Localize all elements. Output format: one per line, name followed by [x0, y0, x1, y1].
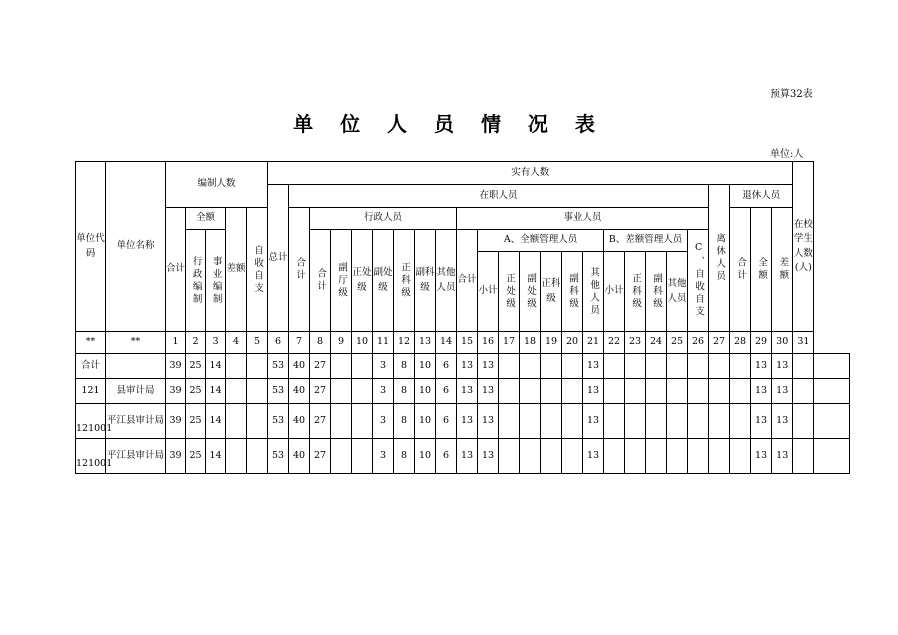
index-cell: 25 — [667, 332, 688, 354]
index-cell: 11 — [373, 332, 394, 354]
value-cell: 39 — [166, 379, 186, 404]
header-fuke: 副科级 — [415, 230, 436, 332]
index-cell: 28 — [730, 332, 751, 354]
index-cell: 8 — [310, 332, 331, 354]
value-cell — [331, 354, 352, 379]
value-cell: 10 — [415, 404, 436, 439]
header-a-fuke: 副科级 — [562, 252, 583, 332]
header-tx-heji: 合计 — [730, 208, 751, 332]
value-cell: 53 — [268, 379, 289, 404]
value-cell: 27 — [310, 379, 331, 404]
value-cell: 13 — [751, 404, 772, 439]
value-cell: 13 — [772, 379, 793, 404]
index-cell: 21 — [583, 332, 604, 354]
value-cell — [667, 379, 688, 404]
value-cell — [688, 404, 709, 439]
value-cell — [247, 354, 268, 379]
header-b-xiaoji: 小计 — [604, 252, 625, 332]
value-cell: 13 — [751, 439, 772, 474]
value-cell: 13 — [583, 379, 604, 404]
value-cell — [247, 379, 268, 404]
header-futing: 副厅级 — [331, 230, 352, 332]
value-cell — [730, 379, 751, 404]
header-qita: 其他人员 — [436, 230, 457, 332]
unit-name-cell: 县审计局 — [106, 379, 166, 404]
value-cell: 10 — [415, 439, 436, 474]
value-cell — [562, 379, 583, 404]
value-cell: 40 — [289, 404, 310, 439]
value-cell — [667, 404, 688, 439]
index-cell: 18 — [520, 332, 541, 354]
value-cell — [730, 439, 751, 474]
value-cell — [709, 354, 730, 379]
index-cell: 26 — [688, 332, 709, 354]
value-cell: 39 — [166, 439, 186, 474]
value-cell: 25 — [186, 354, 206, 379]
value-cell: 3 — [373, 439, 394, 474]
header-xingzheng: 行政人员 — [310, 208, 457, 230]
unit-label: 单位:人 — [770, 149, 804, 160]
table-row — [76, 439, 850, 474]
index-cell: 19 — [541, 332, 562, 354]
header-a-qita: 其他人员 — [583, 252, 604, 332]
value-cell: 27 — [310, 354, 331, 379]
value-cell — [331, 439, 352, 474]
index-cell: 17 — [499, 332, 520, 354]
index-cell: 15 — [457, 332, 478, 354]
value-cell — [520, 354, 541, 379]
value-cell — [226, 439, 247, 474]
index-cell: 2 — [186, 332, 206, 354]
value-cell — [352, 379, 373, 404]
header-a-fuchu: 副处级 — [520, 252, 541, 332]
value-cell — [331, 379, 352, 404]
value-cell: 6 — [436, 379, 457, 404]
header-a-zhengchu: 正处级 — [499, 252, 520, 332]
value-cell: 13 — [772, 439, 793, 474]
value-cell: 14 — [206, 404, 226, 439]
value-cell — [730, 404, 751, 439]
index-cell: 6 — [268, 332, 289, 354]
value-cell — [625, 379, 646, 404]
page-title: 单 位 人 员 情 况 表 — [293, 112, 605, 136]
value-cell: 10 — [415, 379, 436, 404]
value-cell: 53 — [268, 354, 289, 379]
header-zishou: 自收自支 — [247, 208, 268, 332]
value-cell — [709, 404, 730, 439]
header-zaixiao: 在校学生人数(人) — [793, 162, 814, 332]
value-cell — [331, 404, 352, 439]
index-cell: ** — [76, 332, 106, 354]
value-cell: 13 — [772, 404, 793, 439]
value-cell — [730, 354, 751, 379]
header-shiyou: 实有人数 — [268, 162, 793, 185]
header-zaizhi: 在职人员 — [289, 185, 709, 208]
header-b-qita: 其他人员 — [667, 252, 688, 332]
value-cell — [562, 439, 583, 474]
value-cell: 6 — [436, 404, 457, 439]
value-cell — [541, 354, 562, 379]
value-cell — [625, 439, 646, 474]
value-cell — [604, 354, 625, 379]
value-cell — [499, 404, 520, 439]
value-cell — [520, 379, 541, 404]
value-cell — [646, 354, 667, 379]
header-a-zhengke: 正科级 — [541, 252, 562, 332]
value-cell: 8 — [394, 354, 415, 379]
index-cell: 20 — [562, 332, 583, 354]
value-cell: 13 — [478, 354, 499, 379]
table-row — [76, 354, 850, 379]
header-sy-heji: 合计 — [457, 230, 478, 332]
index-cell: 12 — [394, 332, 415, 354]
value-cell: 14 — [206, 379, 226, 404]
value-cell — [646, 439, 667, 474]
value-cell: 13 — [478, 439, 499, 474]
unit-name-cell: 平江县审计局 — [106, 404, 166, 439]
header-a-xiaoji: 小计 — [478, 252, 499, 332]
index-cell: 31 — [793, 332, 814, 354]
value-cell — [646, 379, 667, 404]
value-cell: 27 — [310, 439, 331, 474]
value-cell: 8 — [394, 439, 415, 474]
index-cell: 22 — [604, 332, 625, 354]
table-row — [76, 379, 850, 404]
header-shiye: 事业人员 — [457, 208, 709, 230]
value-cell — [604, 379, 625, 404]
value-cell: 13 — [583, 354, 604, 379]
header-unit-code: 单位代码 — [76, 162, 106, 332]
value-cell — [688, 439, 709, 474]
value-cell — [667, 354, 688, 379]
unit-code-cell: 121001 — [76, 439, 106, 474]
value-cell: 13 — [457, 379, 478, 404]
value-cell: 39 — [166, 354, 186, 379]
header-tx-chae: 差额 — [772, 208, 793, 332]
value-cell: 13 — [478, 404, 499, 439]
header-fuchu: 副处级 — [373, 230, 394, 332]
header-zhengke: 正科级 — [394, 230, 415, 332]
value-cell — [625, 354, 646, 379]
value-cell: 13 — [751, 379, 772, 404]
value-cell — [814, 354, 850, 379]
value-cell: 25 — [186, 439, 206, 474]
value-cell: 3 — [373, 404, 394, 439]
value-cell: 13 — [478, 379, 499, 404]
unit-name-cell — [106, 354, 166, 379]
value-cell — [709, 379, 730, 404]
value-cell — [793, 354, 814, 379]
form-code: 预算32表 — [770, 89, 813, 100]
index-cell: 27 — [709, 332, 730, 354]
index-cell: 1 — [166, 332, 186, 354]
value-cell — [793, 439, 814, 474]
value-cell — [541, 404, 562, 439]
value-cell: 53 — [268, 404, 289, 439]
index-cell: 24 — [646, 332, 667, 354]
header-shiye-bianzhi: 事业编制 — [206, 230, 226, 332]
index-cell: ** — [106, 332, 166, 354]
index-cell: 5 — [247, 332, 268, 354]
value-cell: 40 — [289, 379, 310, 404]
value-cell: 6 — [436, 354, 457, 379]
index-cell: 10 — [352, 332, 373, 354]
value-cell — [226, 379, 247, 404]
header-group-c: C、自收自支 — [688, 230, 709, 332]
header-group-b: B、差额管理人员 — [604, 230, 688, 252]
unit-name-cell: 平江县审计局 — [106, 439, 166, 474]
index-row — [76, 332, 850, 354]
header-unit-name: 单位名称 — [106, 162, 166, 332]
value-cell — [814, 404, 850, 439]
index-cell: 14 — [436, 332, 457, 354]
index-cell: 13 — [415, 332, 436, 354]
value-cell — [688, 354, 709, 379]
header-quane: 全额 — [186, 208, 226, 230]
header-group-a: A、全额管理人员 — [478, 230, 604, 252]
header-bianzhi-chae: 差额 — [226, 208, 247, 332]
value-cell: 25 — [186, 404, 206, 439]
index-cell: 29 — [751, 332, 772, 354]
value-cell: 13 — [583, 404, 604, 439]
value-cell: 25 — [186, 379, 206, 404]
value-cell: 13 — [751, 354, 772, 379]
value-cell — [352, 439, 373, 474]
value-cell — [688, 379, 709, 404]
value-cell — [499, 379, 520, 404]
header-xz-heji: 合计 — [310, 230, 331, 332]
value-cell: 8 — [394, 404, 415, 439]
index-cell: 3 — [206, 332, 226, 354]
value-cell — [646, 404, 667, 439]
value-cell: 6 — [436, 439, 457, 474]
index-cell: 4 — [226, 332, 247, 354]
header-xingzheng-bianzhi: 行政编制 — [186, 230, 206, 332]
header-tx-quane: 全额 — [751, 208, 772, 332]
header-tuixiu: 退休人员 — [730, 185, 793, 208]
index-cell: 7 — [289, 332, 310, 354]
value-cell — [520, 404, 541, 439]
personnel-table — [75, 161, 850, 474]
value-cell — [667, 439, 688, 474]
value-cell — [562, 404, 583, 439]
value-cell: 13 — [772, 354, 793, 379]
value-cell — [604, 404, 625, 439]
value-cell — [793, 404, 814, 439]
value-cell — [814, 439, 850, 474]
value-cell: 40 — [289, 439, 310, 474]
value-cell: 13 — [457, 439, 478, 474]
header-zaizhi-heji: 合计 — [289, 208, 310, 332]
unit-code-cell: 121001 — [76, 404, 106, 439]
header-b-zhengke: 正科级 — [625, 252, 646, 332]
value-cell: 3 — [373, 379, 394, 404]
index-cell: 16 — [478, 332, 499, 354]
index-cell: 23 — [625, 332, 646, 354]
value-cell: 13 — [457, 404, 478, 439]
value-cell: 14 — [206, 439, 226, 474]
value-cell — [562, 354, 583, 379]
value-cell — [247, 404, 268, 439]
value-cell: 27 — [310, 404, 331, 439]
value-cell — [541, 439, 562, 474]
header-bianzhi-heji: 合计 — [166, 208, 186, 332]
header-bianzhi: 编制人数 — [166, 162, 268, 208]
value-cell — [541, 379, 562, 404]
header-b-fuke: 副科级 — [646, 252, 667, 332]
index-cell: 30 — [772, 332, 793, 354]
header-lixiu: 离休人员 — [709, 185, 730, 332]
value-cell — [352, 354, 373, 379]
value-cell: 53 — [268, 439, 289, 474]
value-cell — [604, 439, 625, 474]
value-cell — [709, 439, 730, 474]
value-cell — [520, 439, 541, 474]
index-cell: 9 — [331, 332, 352, 354]
header-zhengchu: 正处级 — [352, 230, 373, 332]
value-cell — [814, 379, 850, 404]
unit-code-cell: 121 — [76, 379, 106, 404]
value-cell — [793, 379, 814, 404]
value-cell: 39 — [166, 404, 186, 439]
value-cell: 13 — [583, 439, 604, 474]
value-cell — [247, 439, 268, 474]
value-cell: 8 — [394, 379, 415, 404]
value-cell: 14 — [206, 354, 226, 379]
value-cell — [625, 404, 646, 439]
value-cell: 10 — [415, 354, 436, 379]
value-cell — [226, 404, 247, 439]
unit-code-cell: 合计 — [76, 354, 106, 379]
header-zongji: 总计 — [268, 185, 289, 332]
value-cell — [499, 354, 520, 379]
table-row — [76, 404, 850, 439]
value-cell — [226, 354, 247, 379]
value-cell: 13 — [457, 354, 478, 379]
value-cell — [352, 404, 373, 439]
value-cell: 3 — [373, 354, 394, 379]
value-cell — [499, 439, 520, 474]
value-cell: 40 — [289, 354, 310, 379]
